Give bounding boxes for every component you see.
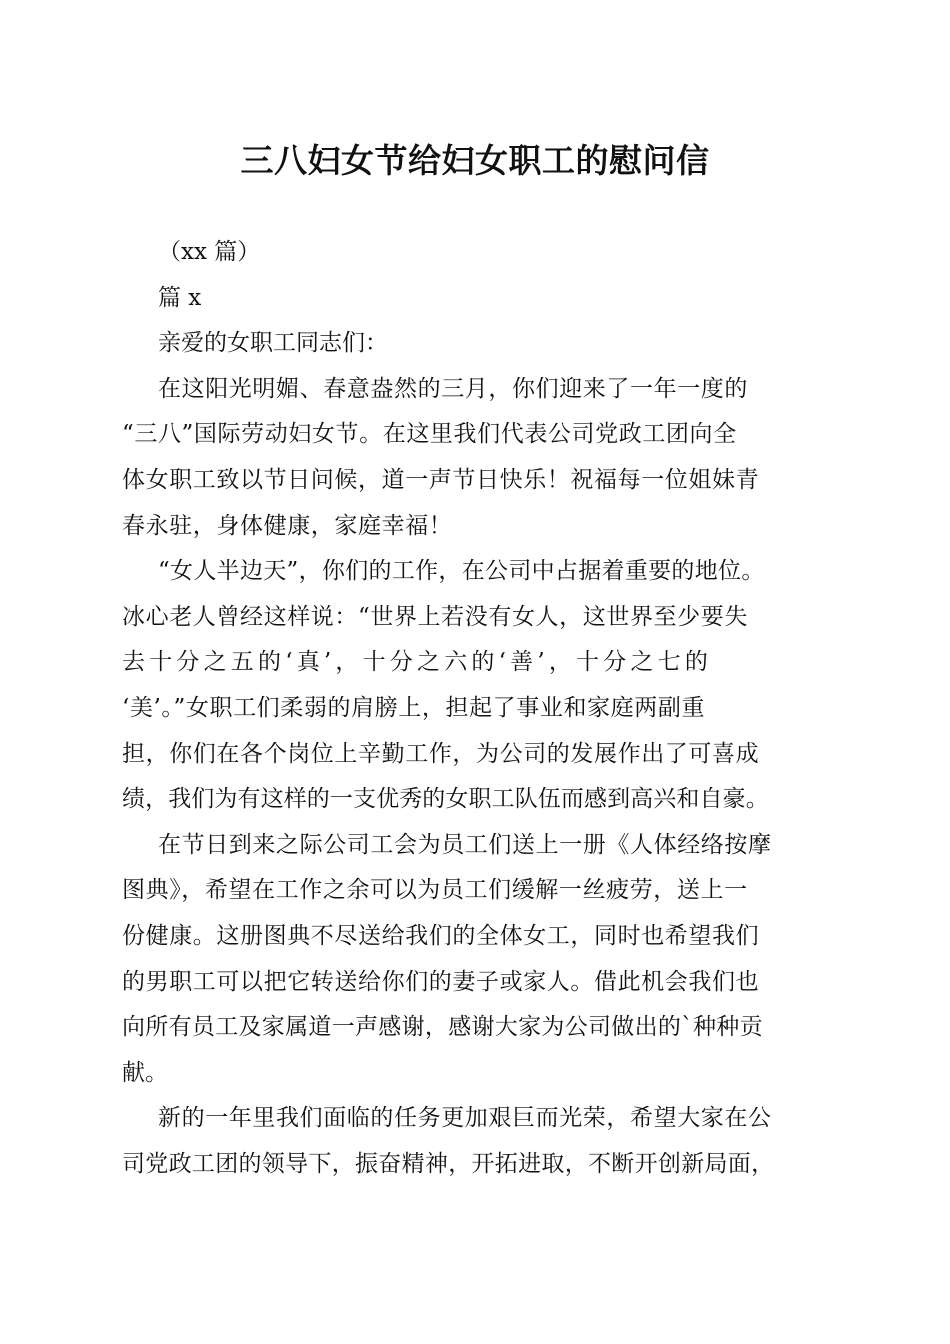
document-line: 向所有员工及家属道一声感谢，感谢大家为公司做出的`种种贡 <box>122 1014 763 1041</box>
document-line: 绩，我们为有这样的一支优秀的女职工队伍而感到高兴和自豪。 <box>122 786 769 813</box>
document-line: 担，你们在各个岗位上辛勤工作，为公司的发展作出了可喜成 <box>122 740 760 767</box>
document-line: 在节日到来之际公司工会为员工们送上一册《人体经络按摩 <box>158 831 772 858</box>
document-line: “女人半边天”，你们的工作，在公司中占据着重要的地位。 <box>158 558 765 585</box>
document-line: 在这阳光明媚、春意盎然的三月，你们迎来了一年一度的 <box>158 375 748 402</box>
document-line: 篇 x <box>158 284 202 311</box>
document-line: 的男职工可以把它转送给你们的妻子或家人。借此机会我们也 <box>122 968 760 995</box>
document-line: 春永驻，身体健康，家庭幸福！ <box>122 512 453 539</box>
document-line: 体女职工致以节日问候，道一声节日快乐！祝福每一位姐妹青 <box>122 466 760 493</box>
document-line: 冰心老人曾经这样说：“世界上若没有女人，这世界至少要失 <box>122 603 748 630</box>
document-line: 去十分之五的‘真’，十分之六的‘善’，十分之七的 <box>122 649 713 676</box>
document-line: 亲爱的女职工同志们： <box>158 330 388 357</box>
document-line: 份健康。这册图典不尽送给我们的全体女工，同时也希望我们 <box>122 922 760 949</box>
document-title: 三八妇女节给妇女职工的慰问信 <box>240 141 710 180</box>
document-line: 献。 <box>122 1059 168 1086</box>
document-line: （xx 篇） <box>158 239 261 265</box>
document-line: ‘美’。”女职工们柔弱的肩膀上，担起了事业和家庭两副重 <box>122 694 706 721</box>
document-body <box>122 230 838 1187</box>
document-line: 新的一年里我们面临的任务更加艰巨而光荣，希望大家在公 <box>158 1105 772 1132</box>
document-line: “三八”国际劳动妇女节。在这里我们代表公司党政工团向全 <box>122 421 737 448</box>
document-line: 司党政工团的领导下，振奋精神，开拓进取，不断开创新局面， <box>122 1150 775 1177</box>
document-line: 图典》，希望在工作之余可以为员工们缓解一丝疲劳，送上一 <box>122 877 748 904</box>
